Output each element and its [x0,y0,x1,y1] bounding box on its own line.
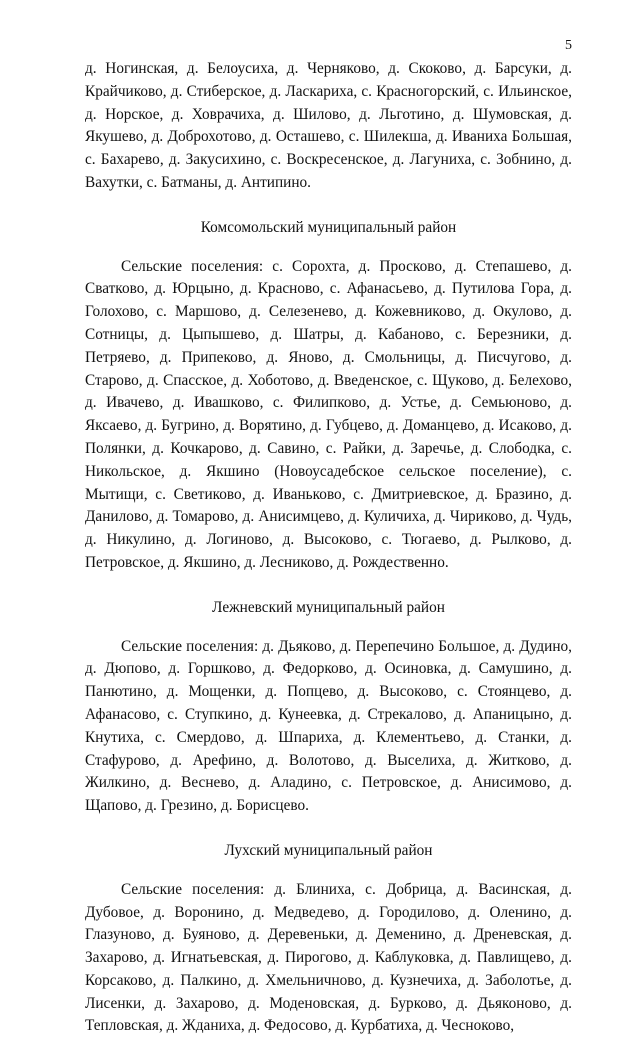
section-heading-lezhnevsky: Лежневский муниципальный район [212,598,445,616]
section-text-lezhnevsky: Сельские поселения: д. Дьяково, д. Перепечино Большое, д. Дудино, д. Дюпово, д. Горшково, д. Федорково, д. Осиновка, д. Самушино, д. Панютино, д. Мощенки, д. Попцево, д. Высоково, с. Стоянцево, д. Афанасово, с. Ступкино, д. Кунеевка, д. Стрекалово, д. Апаницыно, д. Кнутиха, с. Смердово, д. Шпариха, д. Клементьево, д. Станки, д. Стафурово, д. Арефино, д. Волотово, д. Выселиха, д. Житково, д. Жилкино, д. Веснево, д. Аладино, с. Петровское, д. Анисимово, д. Щапово, д. Грезино, д. Борисцево. [85,637,572,815]
opening-paragraph: д. Ногинская, д. Белоусиха, д. Черняково, д. Скоково, д. Барсуки, д. Крайчиково, д. Стиберское, д. Ласкариха, с. Красногорский, с. Ильинское, д. Норское, д. Ховрачиха, д. Шилово, д. Льготино, д. Шумовская, д. Якушево, д. Доброхотово, д. Осташево, с. Шилекша, д. Иваниха Большая, с. Бахарево, д. Закусихино, с. Воскресенское, д. Лагуниха, с. Зобнино, д. Вахутки, с. Батманы, д. Антипино. [85,60,572,191]
section-text-lukhsky: Сельские поселения: д. Блиниха, с. Добрица, д. Васинская, д. Дубовое, д. Воронино, д. Медведево, д. Городилово, д. Оленино, д. Глазуново, д. Буяново, д. Деревеньки, д. Деменино, д. Дреневская, д. Захарово, д. Игнатьевская, д. Пирогово, д. Каблуковка, д. Павлищево, д. Корсаково, д. Палкино, д. Хмельничново, д. Кузнечиха, д. Заболотье, д. Лисенки, д. Захарово, д. Моденовская, д. Бурково, д. Дьяконово, д. Тепловская, д. Жданиха, д. Федосово, д. Курбатиха, д. Чесноково, [85,880,572,1035]
section-heading-lukhsky: Лухский муниципальный район [224,841,433,859]
section-text-komsomolsky: Сельские поселения: с. Сорохта, д. Просково, д. Степашево, д. Сватково, д. Юрцыно, д. Красново, с. Афанасьево, д. Путилова Гора, д. Голохово, с. Маршово, д. Селезенево, д. Кожевниково, д. Окулово, д. Сотницы, д. Цыпышево, д. Шатры, д. Кабаново, с. Березники, д. Петряево, д. Припеково, д. Яново, д. Смольницы, д. Писчугово, д. Старово, д. Спасское, д. Хоботово, д. Введенское, с. Щуково, д. Белехово, д. Ивачево, д. Ивашково, с. Филипково, д. Устье, д. Семьюново, д. Яксаево, д. Бугрино, д. Ворятино, д. Губцево, д. Доманцево, д. Исаково, д. Полянки, д. Кочкарово, д. Савино, с. Райки, д. Заречье, д. Слободка, с. Никольское, д. Якшино (Новоусадебское сельское поселение), с. Мытищи, с. Светиково, д. Иваньково, с. Дмитриевское, д. Бразино, д. Данилово, д. Томарово, д. Анисимцево, д. Куличиха, д. Чириково, д. Чудь, д. Никулино, д. Логиново, д. Высоково, с. Тюгаево, д. Рылково, д. Петровское, д. Якшино, д. Лесниково, д. Рождественно. [85,257,572,571]
section-heading-komsomolsky: Комсомольский муниципальный район [200,218,457,236]
document-body [85,58,572,1038]
page-number: 5 [565,38,572,53]
